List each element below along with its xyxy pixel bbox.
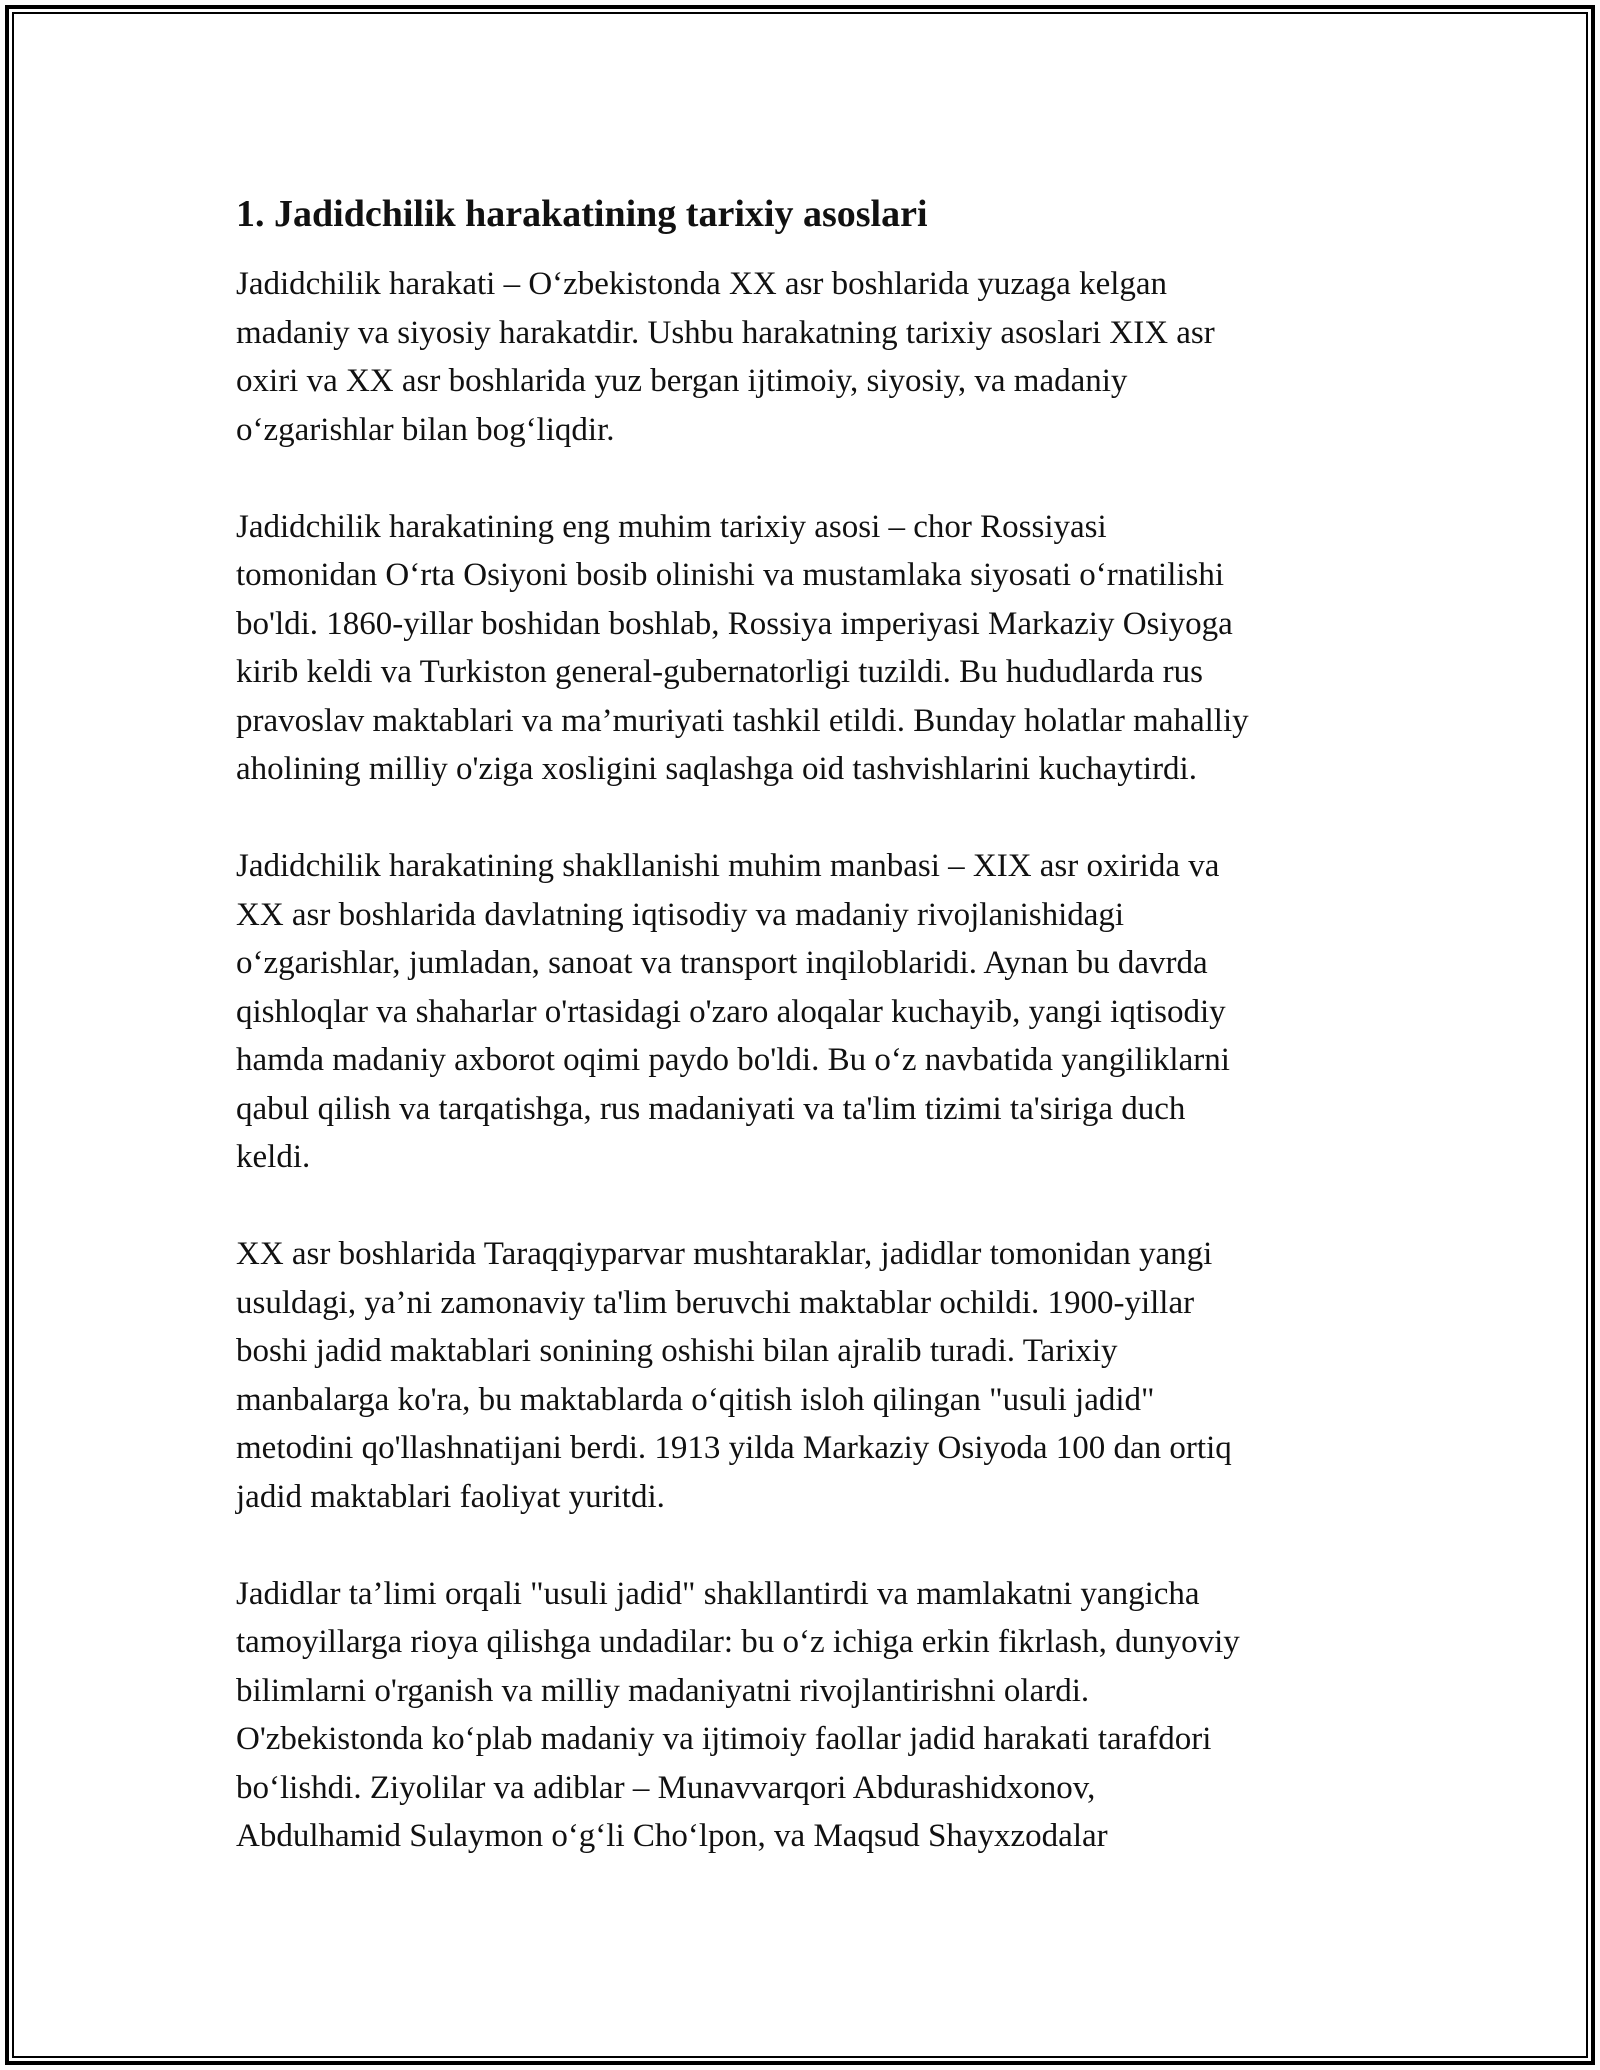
section-heading: 1. Jadidchilik harakatining tarixiy asoslari [236,193,928,235]
paragraph-3: Jadidchilik harakatining shakllanishi muhim manbasi – XIX asr oxirida va XX asr boshlarida davlatning iqtisodiy va madaniy rivojlanishidagi o‘zgarishlar, jumladan, sanoat va transport inqiloblaridi. Aynan bu davrda qishloqlar va shaharlar o'rtasidagi o'zaro aloqalar kuchayib, yangi iqtisodiy hamda madaniy axborot oqimi paydo bo'ldi. Bu o‘z navbatida yangiliklarni qabul qilish va tarqatishga, rus madaniyati va ta'lim tizimi ta'siriga duch keldi. [236,848,1230,1175]
paragraph-2: Jadidchilik harakatining eng muhim tarixiy asosi – chor Rossiyasi tomonidan O‘rta Osiyoni bosib olinishi va mustamlaka siyosati o‘rnatilishi bo'ldi. 1860-yillar boshidan boshlab, Rossiya imperiyasi Markaziy Osiyoga kirib keldi va Turkiston general-gubernatorligi tuzildi. Bu hududlarda rus pravoslav maktablari va ma’muriyati tashkil etildi. Bunday holatlar mahalliy aholining milliy o'ziga xosligini saqlashga oid tashvishlarini kuchaytirdi. [236,508,1249,787]
paragraph-4: XX asr boshlarida Taraqqiyparvar mushtaraklar, jadidlar tomonidan yangi usuldagi, ya’ni zamonaviy ta'lim beruvchi maktablar ochildi. 1900-yillar boshi jadid maktablari sonining oshishi bilan ajralib turadi. Tarixiy manbalarga ko'ra, bu maktablarda o‘qitish isloh qilingan "usuli jadid" metodini qo'llashnatijani berdi. 1913 yilda Markaziy Osiyoda 100 dan ortiq jadid maktablari faoliyat yuritdi. [236,1236,1232,1515]
document-body [236,186,1366,1909]
paragraph-5: Jadidlar ta’limi orqali "usuli jadid" shakllantirdi va mamlakatni yangicha tamoyillarga rioya qilishga undadilar: bu o‘z ichiga erkin fikrlash, dunyoviy bilimlarni o'rganish va milliy madaniyatni rivojlantirishni olardi. O'zbekistonda ko‘plab madaniy va ijtimoiy faollar jadid harakati tarafdori bo‘lishdi. Ziyolilar va adiblar – Munavvarqori Abdurashidxonov, Abdulhamid Sulaymon o‘g‘li Cho‘lpon, va Maqsud Shayxzodalar [236,1575,1240,1854]
paragraph-1: Jadidchilik harakati – O‘zbekistonda XX asr boshlarida yuzaga kelgan madaniy va siyosiy harakatdir. Ushbu harakatning tarixiy asoslari XIX asr oxiri va XX asr boshlarida yuz bergan ijtimoiy, siyosiy, va madaniy o‘zgarishlar bilan bog‘liqdir. [236,266,1215,448]
